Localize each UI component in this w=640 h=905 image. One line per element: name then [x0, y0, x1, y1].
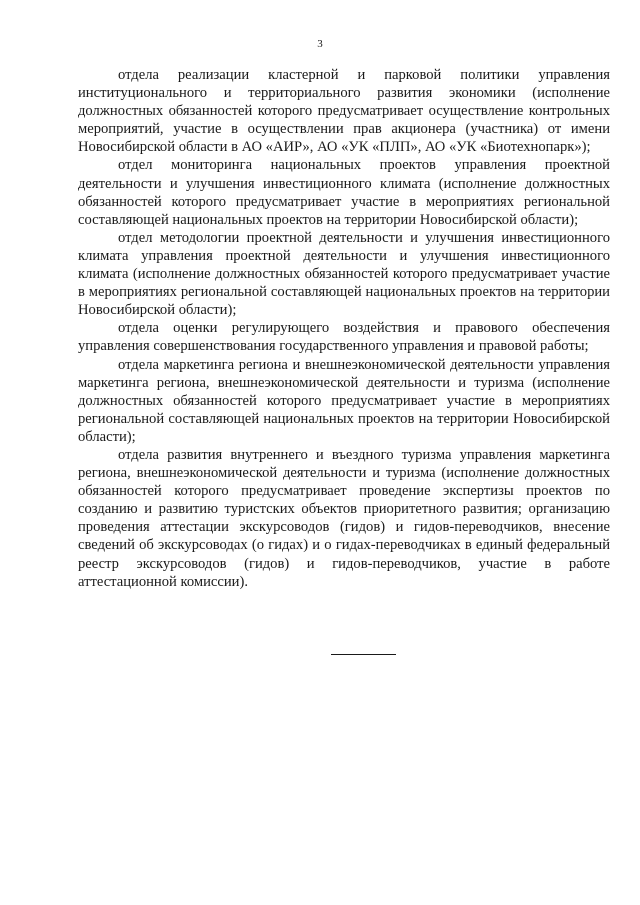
document-body	[78, 66, 610, 591]
paragraph-regulatory-impact-dept: отдела оценки регулирующего воздействия и правового обеспечения управления совершенствования государственного управления и правовой работы;	[78, 320, 610, 355]
end-of-document-rule	[331, 654, 396, 655]
paragraph-regional-marketing-dept: отдела маркетинга региона и внешнеэкономической деятельности управления маркетинга региона, внешнеэкономической деятельности и туризма (исполнение должностных обязанностей которого предусматривает участие в мероприятиях региональной составляющей национальных проектов на территории Новосибирской области);	[78, 356, 610, 445]
page-number: 3	[317, 38, 323, 50]
paragraph-national-projects-monitoring-dept: отдел мониторинга национальных проектов управления проектной деятельности и улучшения инвестиционного климата (исполнение должностных обязанностей которого предусматривает участие в мероприятиях региональной составляющей национальных проектов на территории Новосибирской области);	[78, 157, 610, 228]
paragraph-cluster-policy-dept: отдела реализации кластерной и парковой политики управления институционального и территориального развития экономики (исполнение должностных обязанностей которого предусматривает осуществление контрольных мероприятий, участие в осуществлении прав акционера (участника) от имени Новосибирской области в АО «АИР», АО «УК «ПЛП», АО «УК «Биотехнопарк»);	[78, 67, 610, 156]
paragraph-project-methodology-dept: отдел методологии проектной деятельности и улучшения инвестиционного климата управления проектной деятельности и улучшения инвестиционного климата (исполнение должностных обязанностей которого предусматривает участие в мероприятиях региональной составляющей национальных проектов на территории Новосибирской области);	[78, 229, 610, 319]
paragraph-tourism-development-dept: отдела развития внутреннего и въездного туризма управления маркетинга региона, внешнеэкономической деятельности и туризма (исполнение должностных обязанностей которого предусматривает проведение экспертизы проектов по созданию и развитию туристских объектов приоритетного развития; организацию проведения аттестации экскурсоводов (гидов) и гидов-переводчиков, внесение сведений об экскурсоводах (о гидах) и о гидах-переводчиках в единый федеральный реестр экскурсоводов (гидов) и гидов-переводчиков, участие в работе аттестационной комиссии).	[78, 446, 610, 590]
